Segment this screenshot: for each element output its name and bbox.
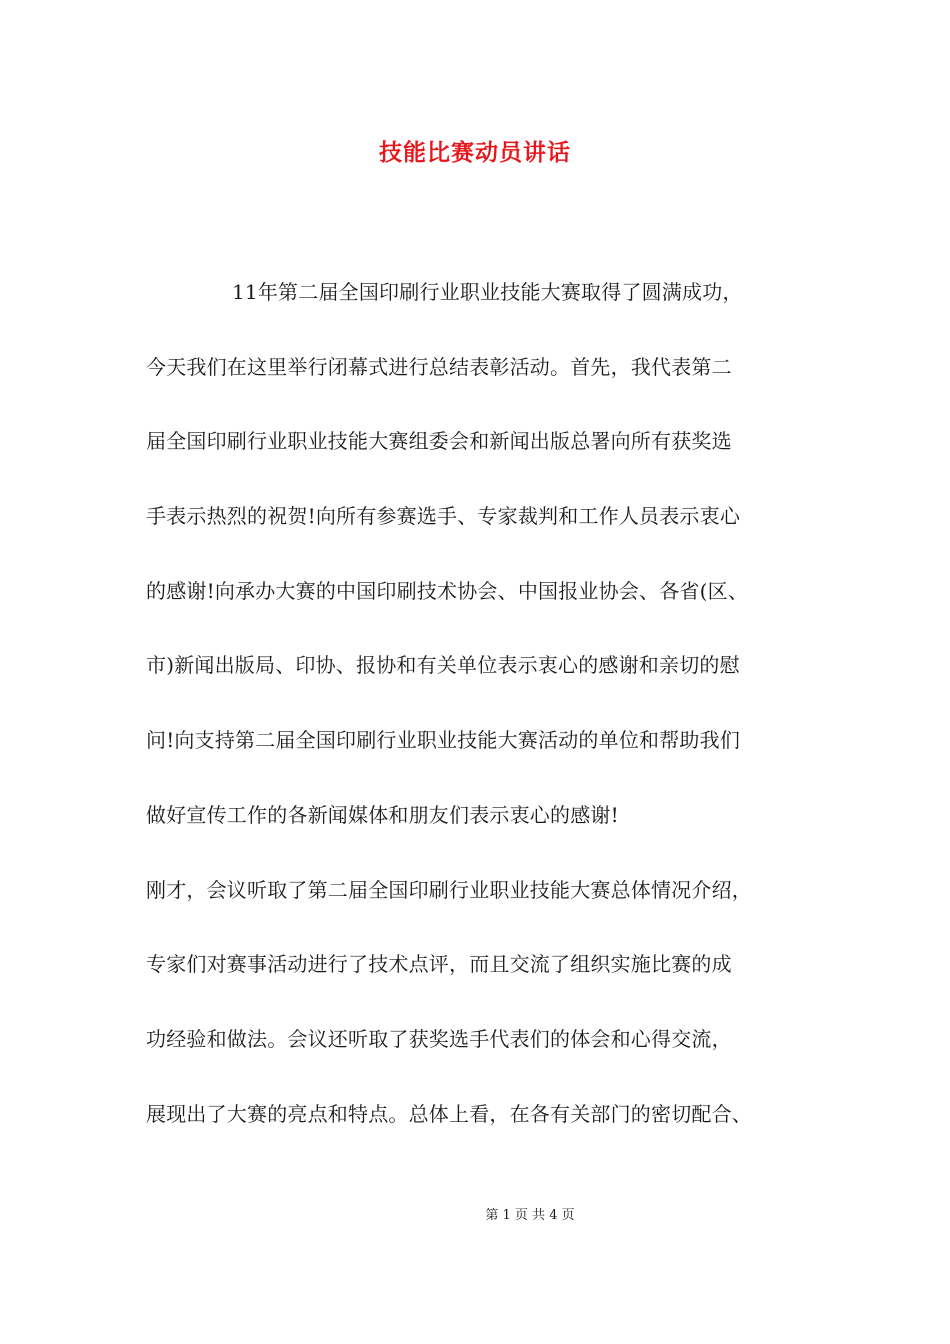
text-line: 手表示热烈的祝贺!向所有参赛选手、专家裁判和工作人员表示衷心 <box>146 504 741 529</box>
text-line: 专家们对赛事活动进行了技术点评，而且交流了组织实施比赛的成 <box>146 952 732 977</box>
text-line: 展现出了大赛的亮点和特点。总体上看，在各有关部门的密切配合、 <box>146 1101 752 1126</box>
page-number-footer: 第 1 页 共 4 页 <box>485 1208 575 1223</box>
text-line: 刚才，会议听取了第二届全国印刷行业职业技能大赛总体情况介绍， <box>146 877 752 902</box>
text-line: 做好宣传工作的各新闻媒体和朋友们表示衷心的感谢! <box>146 802 619 827</box>
text-line: 今天我们在这里举行闭幕式进行总结表彰活动。首先，我代表第二 <box>146 354 732 379</box>
text-line: 届全国印刷行业职业技能大赛组委会和新闻出版总署向所有获奖选 <box>146 429 732 454</box>
document-body <box>146 276 836 1172</box>
document-title: 技能比赛动员讲话 <box>379 140 571 166</box>
text-line: 11年第二届全国印刷行业职业技能大赛取得了圆满成功， <box>232 280 743 304</box>
text-line: 的感谢!向承办大赛的中国印刷技术协会、中国报业协会、各省(区、 <box>146 578 749 603</box>
text-line: 问!向支持第二届全国印刷行业职业技能大赛活动的单位和帮助我们 <box>146 728 741 753</box>
text-line: 功经验和做法。会议还听取了获奖选手代表们的体会和心得交流， <box>146 1026 732 1051</box>
text-line: 市)新闻出版局、印协、报协和有关单位表示衷心的感谢和亲切的慰 <box>146 653 740 678</box>
